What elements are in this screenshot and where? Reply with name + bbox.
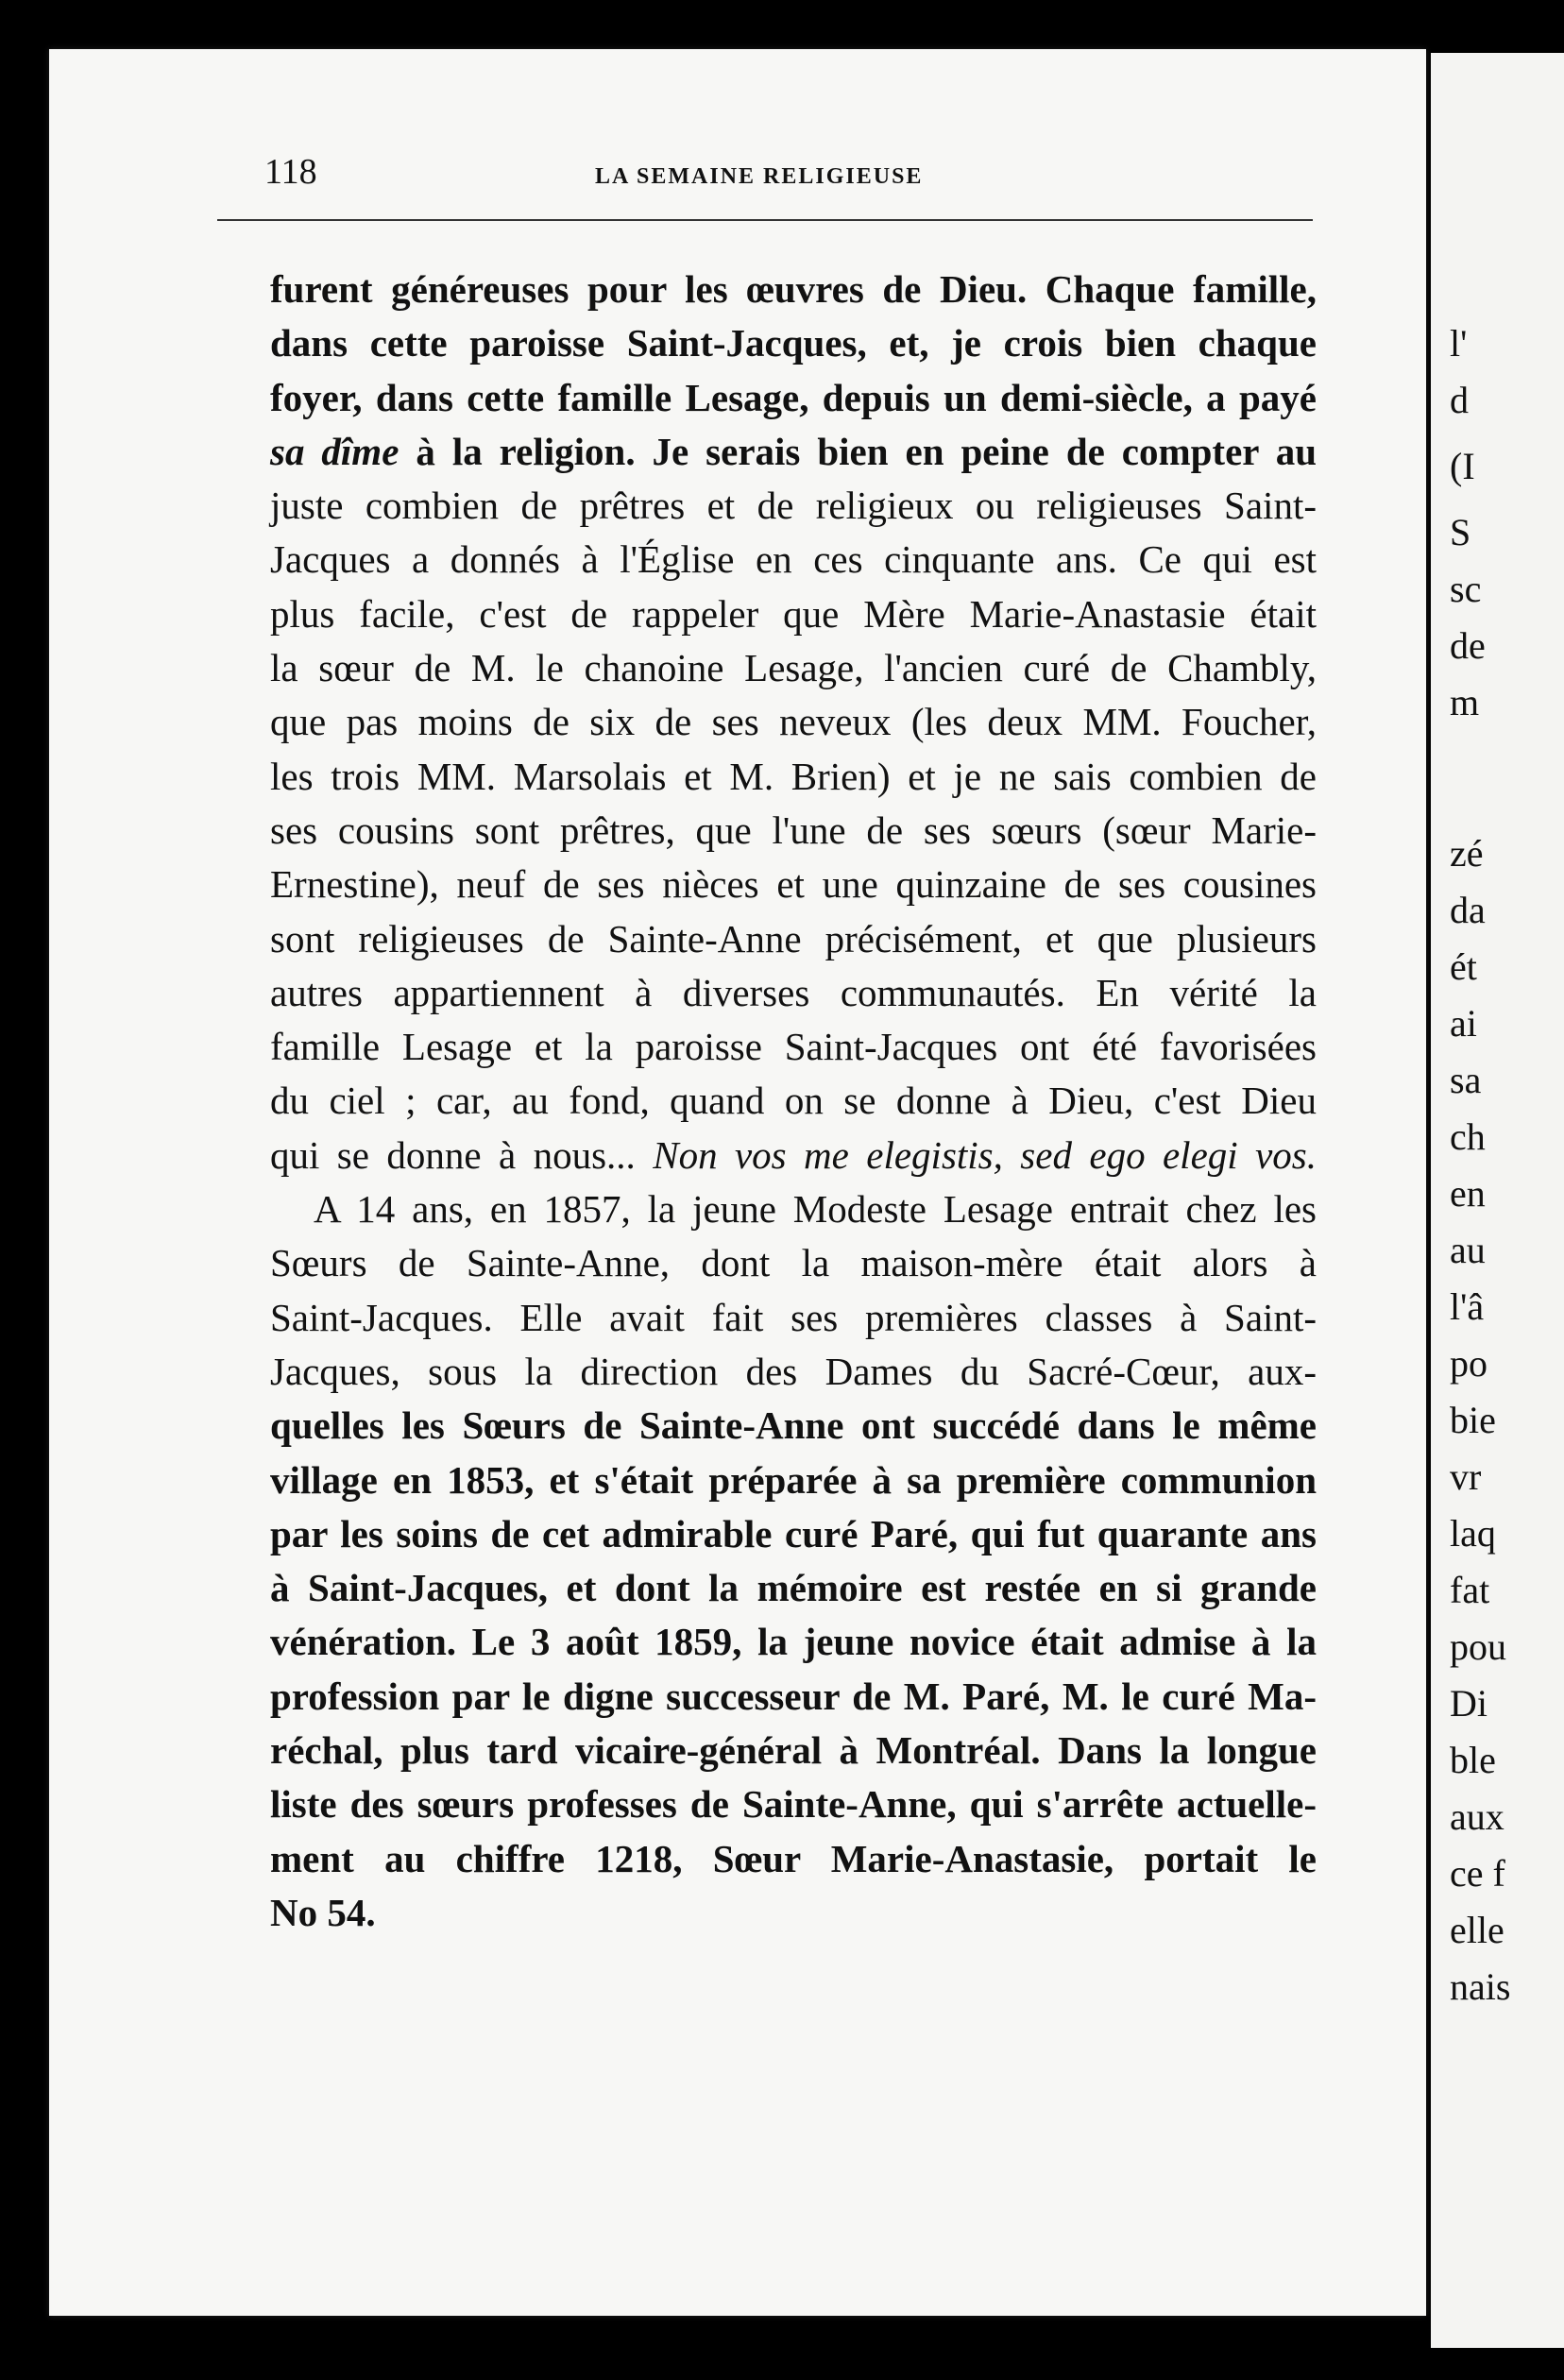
line-text: qui se donne à nous... <box>270 1132 654 1177</box>
line-text: furent généreuses pour les œuvres de Dieu. Chaque famille, <box>270 267 1317 311</box>
facing-page-fragment: po <box>1450 1342 1488 1385</box>
facing-page-fragment: bie <box>1450 1399 1496 1441</box>
text-line <box>270 1886 1317 1940</box>
text-line <box>270 695 1317 749</box>
line-text: que pas moins de six de ses neveux (les deux MM. Foucher, <box>270 700 1317 744</box>
facing-page-fragment: ét <box>1450 945 1477 988</box>
running-title: LA SEMAINE RELIGIEUSE <box>595 164 924 189</box>
latin-quote: Non vos me elegistis, sed ego elegi vos. <box>653 1132 1317 1177</box>
facing-page-fragment: laq <box>1450 1512 1496 1555</box>
header-rule <box>217 219 1313 221</box>
facing-page-fragment: l'â <box>1450 1285 1485 1328</box>
line-text: quelles les Sœurs de Sainte-Anne ont succédé dans le même <box>270 1403 1317 1448</box>
line-text: No 54. <box>270 1890 376 1934</box>
line-text: Saint-Jacques. Elle avait fait ses premières classes à Saint- <box>270 1295 1317 1339</box>
line-text: ses cousins sont prêtres, que l'une de ses sœurs (sœur Marie- <box>270 808 1317 852</box>
line-text: plus facile, c'est de rappeler que Mère Marie-Anastasie était <box>270 591 1317 636</box>
line-text: liste des sœurs professes de Sainte-Anne, qui s'arrête actuelle- <box>270 1782 1317 1827</box>
line-text: vénération. Le 3 août 1859, la jeune novice était admise à la <box>270 1620 1317 1664</box>
page-number: 118 <box>264 152 317 192</box>
text-line <box>270 263 1317 316</box>
line-text: par les soins de cet admirable curé Paré, qui fut quarante ans <box>270 1511 1317 1556</box>
text-line <box>270 1561 1317 1615</box>
body-text <box>270 263 1317 1940</box>
facing-page-fragment: zé <box>1450 832 1484 875</box>
facing-page-fragment: de <box>1450 624 1486 667</box>
text-line <box>270 1777 1317 1831</box>
facing-page-fragment: ce f <box>1450 1852 1505 1895</box>
line-text: famille Lesage et la paroisse Saint-Jacques ont été favorisées <box>270 1025 1317 1069</box>
line-text: A 14 ans, en 1857, la jeune Modeste Lesage entrait chez les <box>314 1187 1317 1232</box>
facing-page-fragment: elle <box>1450 1909 1504 1951</box>
text-line <box>270 1129 1317 1182</box>
text-line <box>270 804 1317 858</box>
facing-page-edge <box>1431 53 1564 2348</box>
facing-page-fragment: sa <box>1450 1059 1482 1101</box>
text-line <box>270 479 1317 533</box>
text-line <box>270 1399 1317 1453</box>
line-text: du ciel ; car, au fond, quand on se donne à Dieu, c'est Dieu <box>270 1079 1317 1123</box>
text-line <box>270 1670 1317 1724</box>
text-line <box>270 371 1317 425</box>
facing-page-fragment: sc <box>1450 568 1482 610</box>
facing-page-fragment: nais <box>1450 1965 1511 2008</box>
text-line <box>270 533 1317 586</box>
facing-page-fragment: d <box>1450 379 1469 421</box>
facing-page-fragment: ble <box>1450 1739 1496 1781</box>
line-text: Ernestine), neuf de ses nièces et une quinzaine de ses cousines <box>270 862 1317 907</box>
facing-page-fragment: aux <box>1450 1795 1504 1838</box>
facing-page-fragment: au <box>1450 1229 1486 1271</box>
text-line <box>270 1724 1317 1777</box>
line-text: ment au chiffre 1218, Sœur Marie-Anastasie, portait le <box>270 1836 1317 1880</box>
line-text: les trois MM. Marsolais et M. Brien) et je ne sais combien de <box>270 754 1317 798</box>
facing-page-fragment: pou <box>1450 1625 1506 1668</box>
text-line <box>270 1236 1317 1290</box>
line-text: profession par le digne successeur de M. Paré, M. le curé Ma- <box>270 1674 1317 1718</box>
text-line <box>270 1454 1317 1507</box>
line-text: Sœurs de Sainte-Anne, dont la maison-mère était alors à <box>270 1241 1317 1285</box>
text-line <box>270 1615 1317 1669</box>
text-line <box>270 912 1317 966</box>
facing-page-fragment: S <box>1450 511 1471 553</box>
facing-page-fragment: vr <box>1450 1455 1482 1498</box>
text-line <box>270 858 1317 911</box>
text-line <box>270 1507 1317 1561</box>
text-line <box>270 1020 1317 1074</box>
line-text: réchal, plus tard vicaire-général à Montréal. Dans la longue <box>270 1728 1317 1773</box>
text-line <box>270 1345 1317 1399</box>
facing-page-fragment: fat <box>1450 1569 1490 1611</box>
line-text: à Saint-Jacques, et dont la mémoire est restée en si grande <box>270 1566 1317 1610</box>
text-line <box>270 1182 1317 1236</box>
line-text: village en 1853, et s'était préparée à sa première communion <box>270 1457 1317 1502</box>
text-line <box>270 641 1317 695</box>
facing-page-fragment: Di <box>1450 1682 1488 1725</box>
text-line <box>270 1832 1317 1886</box>
facing-page-fragment: l' <box>1450 322 1468 365</box>
text-line <box>270 316 1317 370</box>
italic-phrase: sa dîme <box>270 429 400 473</box>
text-line <box>270 1291 1317 1345</box>
facing-page-fragment: da <box>1450 889 1486 931</box>
facing-page-fragment: ch <box>1450 1115 1486 1158</box>
facing-page-fragment: ai <box>1450 1002 1477 1045</box>
line-text: Jacques a donnés à l'Église en ces cinquante ans. Ce qui est <box>270 537 1317 582</box>
line-text: à la religion. Je serais bien en peine de compter au <box>399 429 1318 473</box>
line-text: dans cette paroisse Saint-Jacques, et, je crois bien chaque <box>270 321 1317 366</box>
text-line <box>270 587 1317 641</box>
text-line <box>270 750 1317 804</box>
facing-page-fragment: (I <box>1450 445 1475 487</box>
line-text: foyer, dans cette famille Lesage, depuis un demi-siècle, a payé <box>270 375 1317 419</box>
text-line <box>270 425 1317 479</box>
running-head <box>217 151 1313 208</box>
facing-page-fragment: m <box>1450 681 1480 723</box>
line-text: juste combien de prêtres et de religieux ou religieuses Saint- <box>270 484 1317 528</box>
text-line <box>270 1074 1317 1128</box>
line-text: sont religieuses de Sainte-Anne précisément, et que plusieurs <box>270 916 1317 960</box>
line-text: autres appartiennent à diverses communautés. En vérité la <box>270 970 1317 1014</box>
facing-page-fragment: en <box>1450 1172 1486 1215</box>
text-line <box>270 966 1317 1020</box>
line-text: Jacques, sous la direction des Dames du Sacré-Cœur, aux- <box>270 1349 1317 1393</box>
line-text: la sœur de M. le chanoine Lesage, l'ancien curé de Chambly, <box>270 646 1317 690</box>
